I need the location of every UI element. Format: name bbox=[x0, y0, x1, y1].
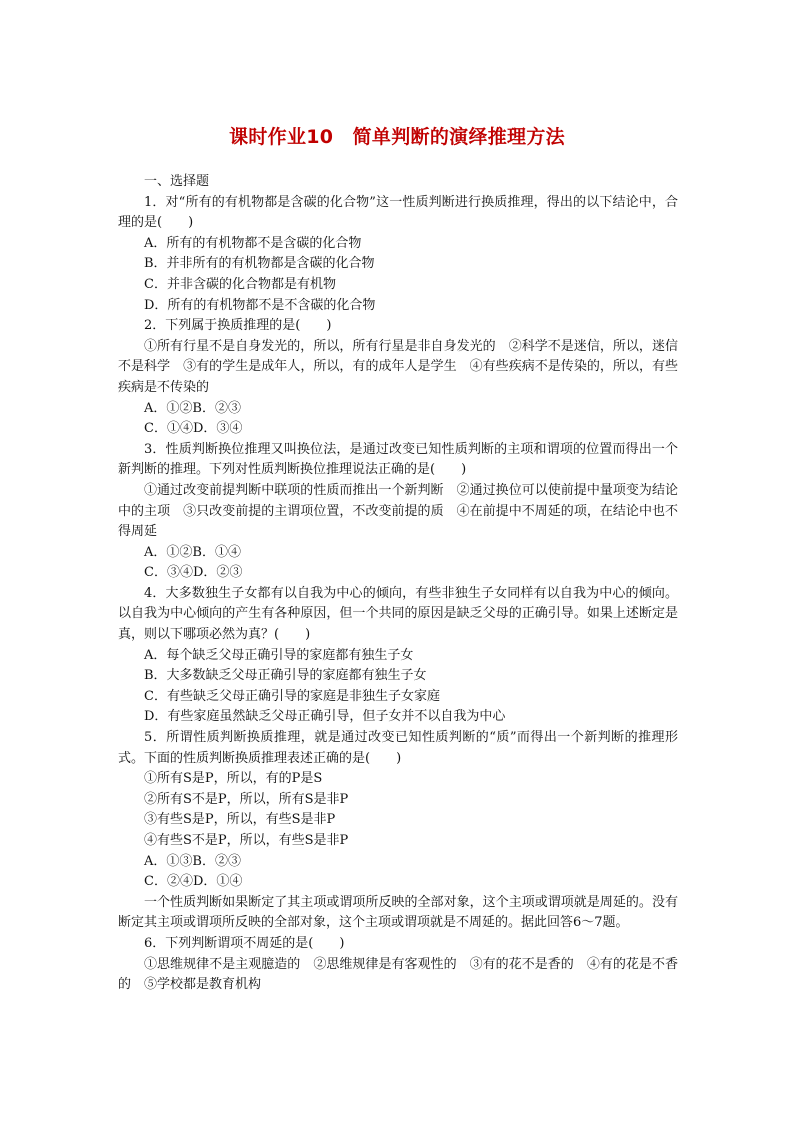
question-6-body: ①思维规律不是主观臆造的 ②思维规律是有客观性的 ③有的花不是香的 ④有的花是不香的 ⑤学校都是教育机构 bbox=[118, 956, 678, 993]
question-3-options-cd: C．③④D．②③ bbox=[144, 565, 243, 581]
question-2-body: ①所有行星不是自身发光的，所以，所有行星是非自身发光的 ②科学不是迷信，所以，迷信不是科学 ③有的学生是成年人，所以，有的成年人是学生 ④有些疾病不是传染的，所以，有些疾病是不传染的 bbox=[118, 338, 678, 395]
question-4-option-b: B．大多数缺乏父母正确引导的家庭都有独生子女 bbox=[144, 668, 427, 684]
question-1-option-d: D．所有的有机物都不是不含碳的化合物 bbox=[144, 297, 376, 313]
question-5-statement-2: ②所有S不是P，所以，所有S是非P bbox=[144, 791, 349, 807]
question-5-statement-3: ③有些S是P，所以，有些S是非P bbox=[144, 812, 336, 828]
question-2-options-cd: C．①④D．③④ bbox=[144, 421, 243, 437]
question-3-options-ab: A．①②B．①④ bbox=[144, 544, 241, 560]
question-3-stem: 3．性质判断换位推理又叫换位法，是通过改变已知性质判断的主项和谓项的位置而得出一个新判断的推理。下列对性质判断换位推理说法正确的是( ) bbox=[118, 441, 678, 478]
question-5-stem: 5．所谓性质判断换质推理，就是通过改变已知性质判断的“质”而得出一个新判断的推理形式。下面的性质判断换质推理表述正确的是( ) bbox=[118, 730, 678, 766]
question-3-body: ①通过改变前提判断中联项的性质而推出一个新判断 ②通过换位可以使前提中量项变为结论中的主项 ③只改变前提的主谓项位置，不改变前提的质 ④在前提中不周延的项，在结论中也不得周延 bbox=[118, 482, 678, 540]
page-title: 课时作业10 简单判断的演绎推理方法 bbox=[229, 126, 565, 148]
question-1-option-a: A．所有的有机物都不是含碳的化合物 bbox=[144, 235, 362, 251]
question-4-option-d: D．有些家庭虽然缺乏父母正确引导，但子女并不以自我为中心 bbox=[144, 709, 506, 725]
question-5-options-cd: C．②④D．①④ bbox=[144, 874, 243, 890]
question-1-option-b: B．并非所有的有机物都是含碳的化合物 bbox=[144, 256, 375, 272]
question-2-options-ab: A．①②B．②③ bbox=[144, 400, 241, 416]
question-6-stem: 6．下列判断谓项不周延的是( ) bbox=[144, 935, 345, 951]
question-5-statement-1: ①所有S是P，所以，有的P是S bbox=[144, 771, 323, 787]
section-heading: 一、选择题 bbox=[144, 174, 210, 189]
question-5-statement-4: ④有些S不是P，所以，有些S是非P bbox=[144, 833, 349, 848]
question-4-option-c: C．有些缺乏父母正确引导的家庭是非独生子女家庭 bbox=[144, 688, 440, 704]
question-4-stem: 4．大多数独生子女都有以自我为中心的倾向，有些非独生子女同样有以自我为中心的倾向。以自我为中心倾向的产生有各种原因，但一个共同的原因是缺乏父母的正确引导。如果上述断定是真，则以下哪项必然为真？( ) bbox=[118, 585, 678, 643]
question-2-stem: 2．下列属于换质推理的是( ) bbox=[144, 318, 332, 334]
question-5-options-ab: A．①③B．②③ bbox=[144, 853, 241, 869]
question-1-stem: 1．对“所有的有机物都是含碳的化合物”这一性质判断进行换质推理，得出的以下结论中，合理的是( ) bbox=[118, 194, 678, 231]
document-body bbox=[118, 172, 678, 996]
question-4-option-a: A．每个缺乏父母正确引导的家庭都有独生子女 bbox=[144, 647, 414, 663]
reading-passage: 一个性质判断如果断定了其主项或谓项所反映的全部对象，这个主项或谓项就是周延的。没有断定其主项或谓项所反映的全部对象，这个主项或谓项就是不周延的。据此回答6～7题。 bbox=[118, 894, 678, 931]
question-1-option-c: C．并非含碳的化合物都是有机物 bbox=[144, 276, 336, 292]
